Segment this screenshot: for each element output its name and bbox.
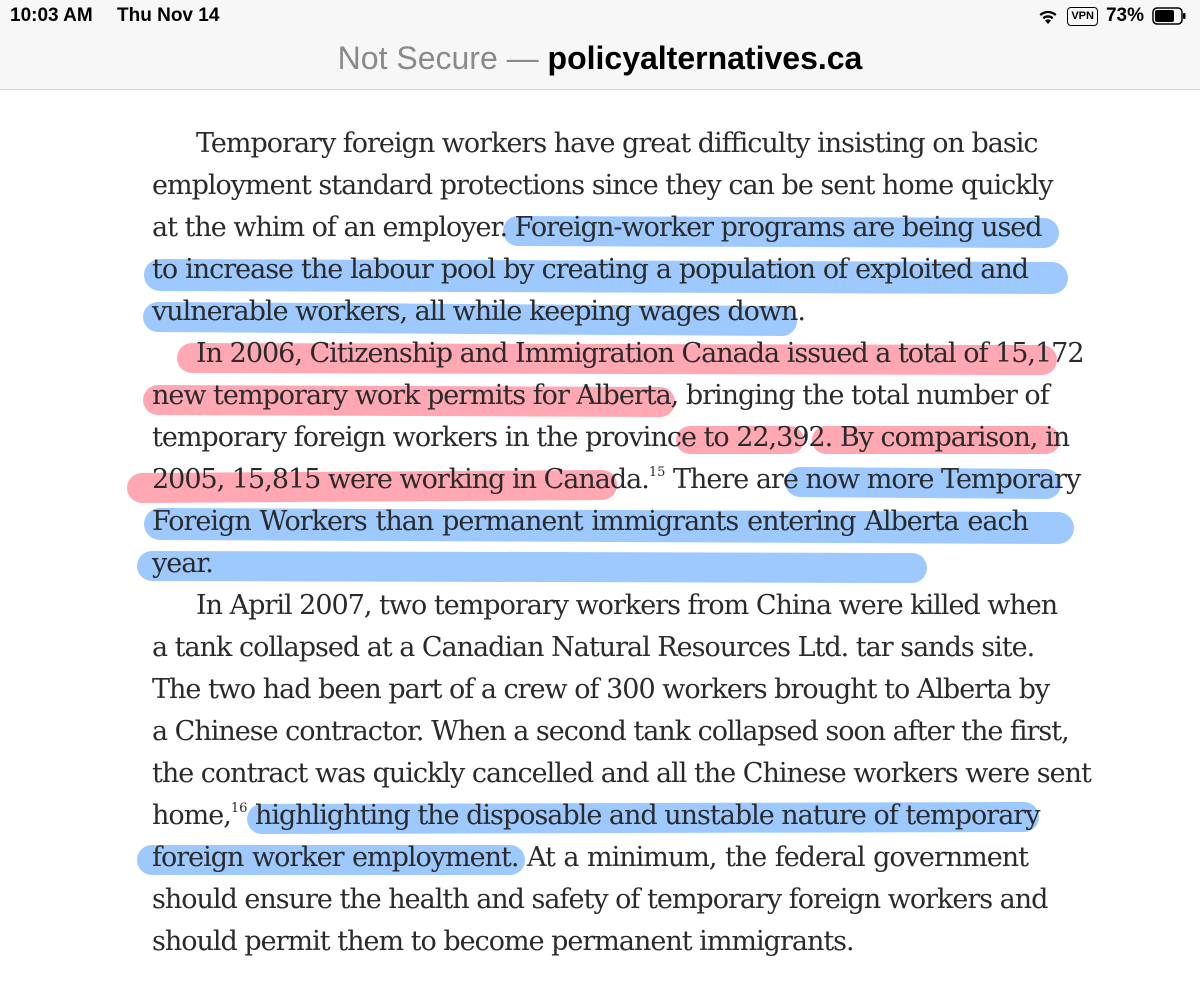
text-line: year. bbox=[152, 548, 213, 579]
address-bar[interactable] bbox=[0, 32, 1200, 90]
text-line: In April 2007, two temporary workers from China were killed when bbox=[196, 590, 1058, 621]
text-line: a tank collapsed at a Canadian Natural Resources Ltd. tar sands site. bbox=[152, 632, 1035, 663]
text-line: to increase the labour pool by creating a population of exploited and bbox=[152, 254, 1028, 285]
url-separator: — bbox=[506, 40, 539, 76]
battery-percent: 73% bbox=[1105, 5, 1144, 26]
text-line: new temporary work permits for Alberta, bringing the total number of bbox=[152, 380, 1049, 411]
status-date: Thu Nov 14 bbox=[117, 5, 220, 26]
text-line: Temporary foreign workers have great difficulty insisting on basic bbox=[196, 128, 1038, 159]
article-text bbox=[152, 123, 1091, 963]
text-line-with-footnote bbox=[152, 795, 1040, 837]
url-domain[interactable]: policyalternatives.ca bbox=[547, 40, 863, 76]
line-segment: home, bbox=[152, 800, 231, 831]
status-bar bbox=[0, 0, 1200, 32]
url-display[interactable] bbox=[0, 36, 1200, 80]
text-line: should permit them to become permanent immigrants. bbox=[152, 926, 854, 957]
text-line: should ensure the health and safety of temporary foreign workers and bbox=[152, 884, 1048, 915]
text-line: foreign worker employment. At a minimum, the federal government bbox=[152, 842, 1028, 873]
text-line: the contract was quickly cancelled and all the Chinese workers were sent bbox=[152, 758, 1091, 789]
line-segment: There are now more Temporary bbox=[672, 464, 1081, 495]
text-line: The two had been part of a crew of 300 workers brought to Alberta by bbox=[152, 674, 1050, 705]
wifi-icon bbox=[1037, 7, 1059, 25]
status-time: 10:03 AM bbox=[10, 5, 93, 26]
text-line: vulnerable workers, all while keeping wages down. bbox=[152, 296, 805, 327]
footnote-16: 16 bbox=[230, 801, 248, 816]
battery-icon bbox=[1152, 7, 1186, 25]
text-line-with-footnote bbox=[152, 459, 1081, 501]
vpn-badge: VPN bbox=[1067, 7, 1098, 26]
text-line: temporary foreign workers in the province to 22,392. By comparison, in bbox=[152, 422, 1070, 453]
text-line: In 2006, Citizenship and Immigration Canada issued a total of 15,172 bbox=[196, 338, 1084, 369]
status-indicators bbox=[1037, 5, 1186, 27]
security-label: Not Secure bbox=[337, 40, 498, 76]
document-page bbox=[0, 90, 1200, 1004]
text-line: employment standard protections since they can be sent home quickly bbox=[152, 170, 1053, 201]
line-segment: highlighting the disposable and unstable nature of temporary bbox=[254, 800, 1040, 831]
line-segment: 2005, 15,815 were working in Canada. bbox=[152, 464, 649, 495]
text-line: at the whim of an employer. Foreign-worker programs are being used bbox=[152, 212, 1042, 243]
text-line: Foreign Workers than permanent immigrants entering Alberta each bbox=[152, 506, 1028, 537]
footnote-15: 15 bbox=[648, 465, 666, 480]
text-line: a Chinese contractor. When a second tank collapsed soon after the first, bbox=[152, 716, 1069, 747]
